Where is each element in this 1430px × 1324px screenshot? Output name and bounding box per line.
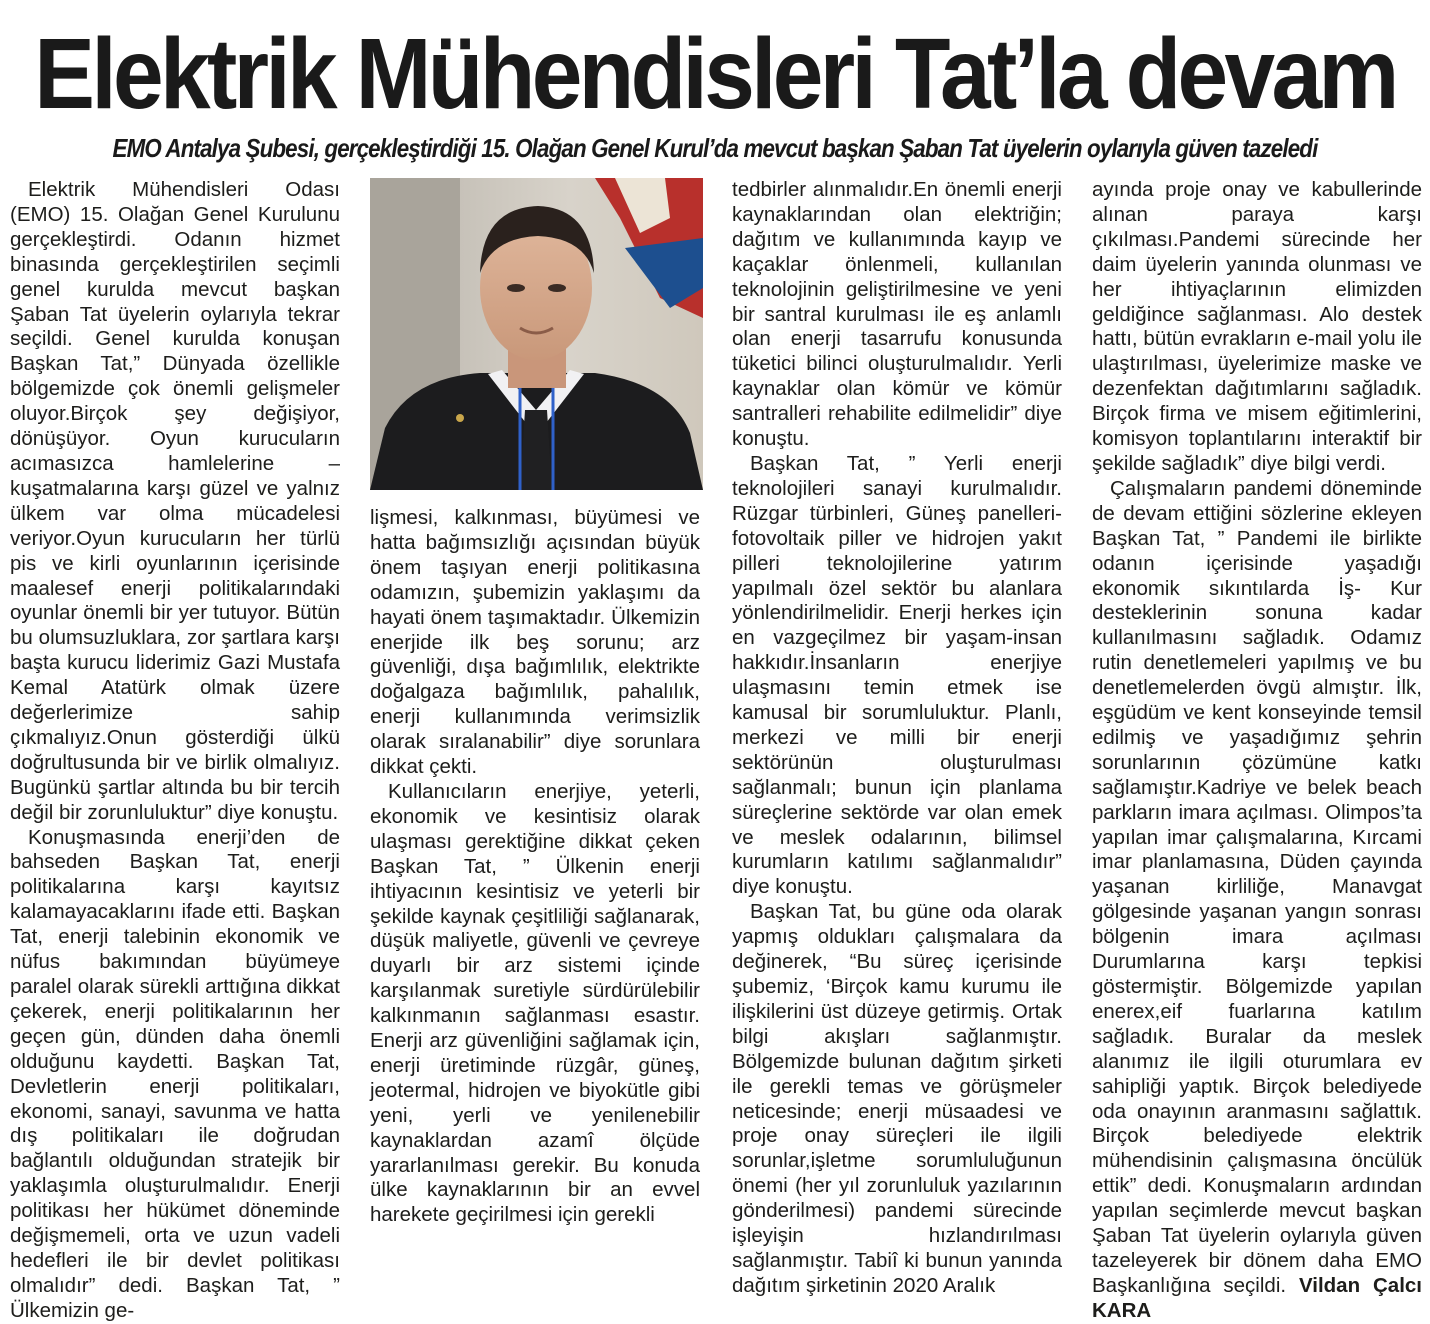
paragraph	[1092, 477, 1422, 1324]
paragraph: lişmesi, kalkınması, büyümesi ve hatta bağımsızlığı açısından büyük önem taşıyan enerji politikasına odamızın, şubemizin yaklaşımı da hayati önem taşımaktadır. Ülkemizin enerjide ilk beş sorunu; arz güvenliği, dışa bağımlılık, elektrikte doğalgaza bağımlılık, pahalılık, enerji kullanımında verimsizlik olarak sıralanabilir” diye sorunlara dikkat çekti.	[370, 506, 700, 779]
paragraph-text: Çalışmaların pandemi döneminde de devam ettiğini sözlerine ekleyen Başkan Tat, ” Pandemi ile birlikte odanın içerisinde yaşadığı ekonomik sıkıntılarda İş- Kur desteklerinin sonuna kadar kullanılmasını sağladık. Odamız rutin denetlemeleri yapılmış ve bu denetlemelerden övgü almıştır. İlk, eşgüdüm ve kent konseyinde temsil edilmiş ve yaşadığımız şehrin sorunlarının çözümüne katkı sağlamıştır.Kadriye ve belek beach parkların imara açılması. Olimpos’ta yapılan imar çalışmalarına, Kırcami imar planlamasına, Düden çayında yaşanan kirliliğe, Manavgat gölgesinde yaşanan yangın sonrası bölgenin imara açılması Durumlarına karşı tepkisi göstermiştir. Bölgemizde yapılan enerex,eif fuarlarına katılım sağladık. Buralar da meslek alanımız ile ilgili oturumlara ev sahipliği yaptık. Birçok belediyede oda onayının aranmasını sağlattık. Birçok belediyede elektrik mühendisinin çalışmasına öncülük ettik” dedi. Konuşmaların ardından yapılan seçimlerde mevcut başkan Şaban Tat üyelerin oylarıyla güven tazeleyerek bir dönem daha EMO Başkanlığına seçildi.	[1092, 476, 1422, 1297]
paragraph: Kullanıcıların enerjiye, yeterli, ekonomik ve kesintisiz olarak ulaşması gerektiğine dikkat çeken Başkan Tat, ” Ülkenin enerji ihtiyacının kesintisiz ve yeterli bir şekilde kaynak çeşitliliği sağlanarak, düşük maliyetle, güvenli ve çevreye duyarlı bir arz sistemi içinde karşılanmak suretiyle sürdürülebilir kalkınmanın sağlanması esastır. Enerji arz güvenliğini sağlamak için, enerji üretiminde rüzgâr, güneş, jeotermal, hidrojen ve biyokütle gibi yeni, yerli ve yenilenebilir kaynaklardan azamî ölçüde yararlanılması gerekir. Bu konuda ülke kaynaklarının bir an evvel harekete geçirilmesi için gerekli	[370, 779, 700, 1227]
headline: Elektrik Mühendisleri Tat’la devam	[34, 17, 1396, 130]
article-column-1	[10, 178, 340, 1322]
article-column-3	[732, 178, 1062, 1297]
paragraph: ayında proje onay ve kabullerinde alınan paraya karşı çıkılması.Pandemi sürecinde her daim üyelerin yanında olunması ve her ihtiyaçlarının elimizden geldiğince sağlanması. Alo destek hattı, bütün evrakların e-mail yolu ile ulaştırılması, üyelerimize maske ve dezenfektan dağıtımlarını sağladık. Birçok firma ve misem eğitimlerini, komisyon toplantılarını interaktif bir şekilde sağladık” diye bilgi verdi.	[1092, 178, 1422, 475]
paragraph: Elektrik Mühendisleri Odası (EMO) 15. Olağan Genel Kurulunu gerçekleştirdi. Odanın hizmet binasında gerçekleştirilen seçimli genel kurulda mevcut başkan Şaban Tat üyelerin oylarıyla tekrar seçildi. Genel kurulda konuşan Başkan Tat,” Dünyada özellikle bölgemizde çok önemli gelişmeler oluyor.Birçok şey değişiyor, dönüşüyor. Oyun kurucuların acımasızca hamlelerine – kuşatmalarına karşı güzel ve yalnız ülkem var olma mücadelesi veriyor.Oyun kurucuların her türlü pis ve kirli oyunlarının içerisinde maalesef enerji politikalarındaki oyunlar önemli bir yer tutuyor. Bütün bu olumsuzluklara, zor şartlara karşı başta kurucu liderimiz Gazi Mustafa Kemal Atatürk olmak üzere değerlerimize sahip çıkmalıyız.Onun gösterdiği ülkü doğrultusunda bir ve birlik olmalıyız. Bugünkü şartlar altında bu bir tercih değil bir zorunluluktur” diye konuştu.	[10, 178, 340, 824]
portrait-photo	[370, 178, 703, 490]
paragraph: Başkan Tat, ” Yerli enerji teknolojileri sanayi kurulmalıdır. Rüzgar türbinleri, Güneş panelleri-fotovoltaik piller ve hidrojen yakıt pilleri teknolojilerine yatırım yapılmalı özel sektör bu alanlara yönlendirilmelidir. Enerji herkes için en vazgeçilmez bir yaşam-insan hakkıdır.İnsanların enerjiye ulaşmasını temin etmek ise kamusal bir sorumluluktur. Planlı, merkezi ve milli bir enerji sektörünün oluşturulması sağlanmalı; bunun için planlama süreçlerine sektörde var olan emek ve meslek odalarının, bilimsel kurumların katılımı sağlanmalıdır” diye konuştu.	[732, 451, 1062, 899]
paragraph: Konuşmasında enerji’den de bahseden Başkan Tat, enerji politikalarına karşı kayıtsız kalamayacaklarını ifade etti. Başkan Tat, enerji talebinin ekonomik ve nüfus bakımından büyümeye paralel olarak sürekli arttığına dikkat çekerek, enerji politikalarının her geçen gün, dünden daha önemli olduğunu kaydetti. Başkan Tat, Devletlerin enerji politikaları, ekonomi, sanayi, savunma ve hatta dış politikaları ile doğrudan bağlantılı olduğundan stratejik bir yaklaşımla oluşturulmalıdır. Enerji politikası her hükümet döneminde değişmemeli, orta ve uzun vadeli hedefleri ile bir devlet politikası olmalıdır” dedi. Başkan Tat, ” Ülkemizin ge-	[10, 825, 340, 1322]
article-column-2	[370, 506, 700, 1227]
subheadline: EMO Antalya Şubesi, gerçekleştirdiği 15. Olağan Genel Kurul’da mevcut başkan Şaban Tat üyelerin oylarıyla güven tazeledi	[112, 132, 1318, 163]
paragraph: Başkan Tat, bu güne oda olarak yapmış oldukları çalışmalara da değinerek, “Bu süreç içerisinde şubemiz, ‘Birçok kamu kurumu ile ilişkilerini üst düzeye getirmiş. Ortak bilgi akışları sağlanmıştır. Bölgemizde bulunan dağıtım şirketi ile gerekli temas ve görüşmeler neticesinde; enerji müsaadesi ve proje onay süreçleri ile ilgili sorunlar,işletme sorumluluğunun önemi (her yıl zorunluluk yazılarının gönderilmesi) pandemi sürecinde işleyişin hızlandırılması sağlanmıştır. Tabiî ki bunun yanında dağıtım şirketinin 2020 Aralık	[732, 900, 1062, 1297]
article-column-4	[1092, 178, 1422, 1322]
byline: Vildan Çalcı KARA	[1092, 1273, 1422, 1322]
paragraph: tedbirler alınmalıdır.En önemli enerji kaynaklarından olan elektriğin; dağıtım ve kullanımında kayıp ve kaçaklar önlenmeli, kullanılan teknolojinin geliştirilmesine ve yeni bir santral kurulması ile eş anlamlı olan enerji tasarrufu konusunda tüketici bilinci oluşturulmalıdır. Yerli kaynaklar olan kömür ve kömür santralleri rehabilite edilmelidir” diye konuştu.	[732, 178, 1062, 451]
